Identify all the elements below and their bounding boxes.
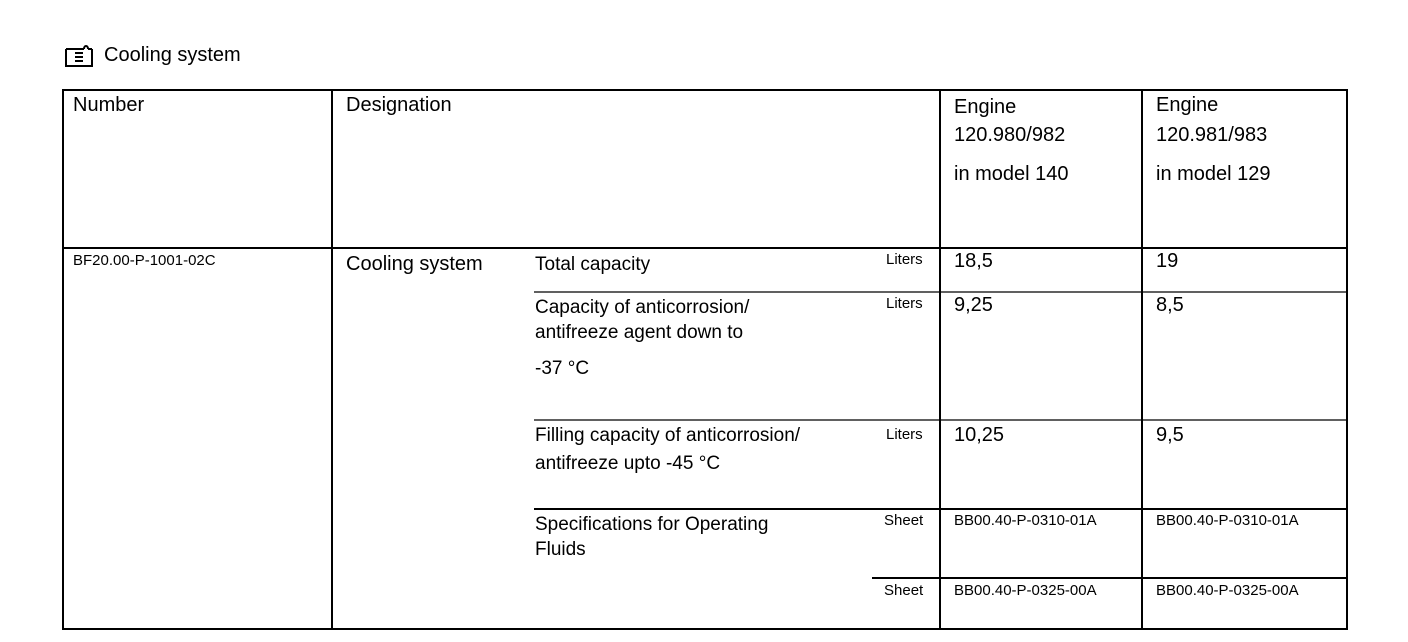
header-designation: Designation [346,94,452,116]
row-label-line: antifreeze upto -45 °C [535,453,721,474]
row-value-engine1: 10,25 [954,424,1005,446]
row-sheet-engine1: BB00.40-P-0325-00A [954,582,1097,599]
document-number: BF20.00-P-1001-02C [73,252,216,269]
row-value-engine1: 9,25 [954,294,993,316]
row-value-engine1: 18,5 [954,250,993,272]
row-unit: Sheet [884,582,924,599]
row-unit: Sheet [884,512,924,529]
header-engine2-line2: 120.981/983 [1156,124,1268,146]
row-label-line: Filling capacity of anticorrosion/ [535,425,801,446]
header-engine1-line2: 120.980/982 [954,124,1066,146]
section-title: Cooling system [104,43,241,66]
header-number: Number [73,94,145,116]
row-unit: Liters [886,251,923,268]
row-label-line: Fluids [535,539,586,560]
row-sheet-engine1: BB00.40-P-0310-01A [954,512,1097,529]
header-engine2-line3: in model 129 [1156,163,1271,185]
coolant-reservoir-icon [64,42,94,68]
specification-table [62,89,1348,630]
row-value-engine2: 8,5 [1156,294,1184,316]
group-label: Cooling system [346,253,483,275]
row-label-line: antifreeze agent down to [535,322,744,343]
row-label-line: Capacity of anticorrosion/ [535,297,750,318]
row-label-line: -37 °C [535,358,590,379]
row-sheet-engine2: BB00.40-P-0325-00A [1156,582,1299,599]
section-heading [64,40,241,70]
row-value-engine2: 9,5 [1156,424,1184,446]
row-unit: Liters [886,426,923,443]
header-engine1-line1: Engine [954,96,1017,118]
row-unit: Liters [886,295,923,312]
row-label-line: Specifications for Operating [535,514,769,535]
header-engine1-line3: in model 140 [954,163,1069,185]
row-value-engine2: 19 [1156,250,1179,272]
row-sheet-engine2: BB00.40-P-0310-01A [1156,512,1299,529]
header-engine2-line1: Engine [1156,94,1219,116]
row-label-line: Total capacity [535,254,651,275]
